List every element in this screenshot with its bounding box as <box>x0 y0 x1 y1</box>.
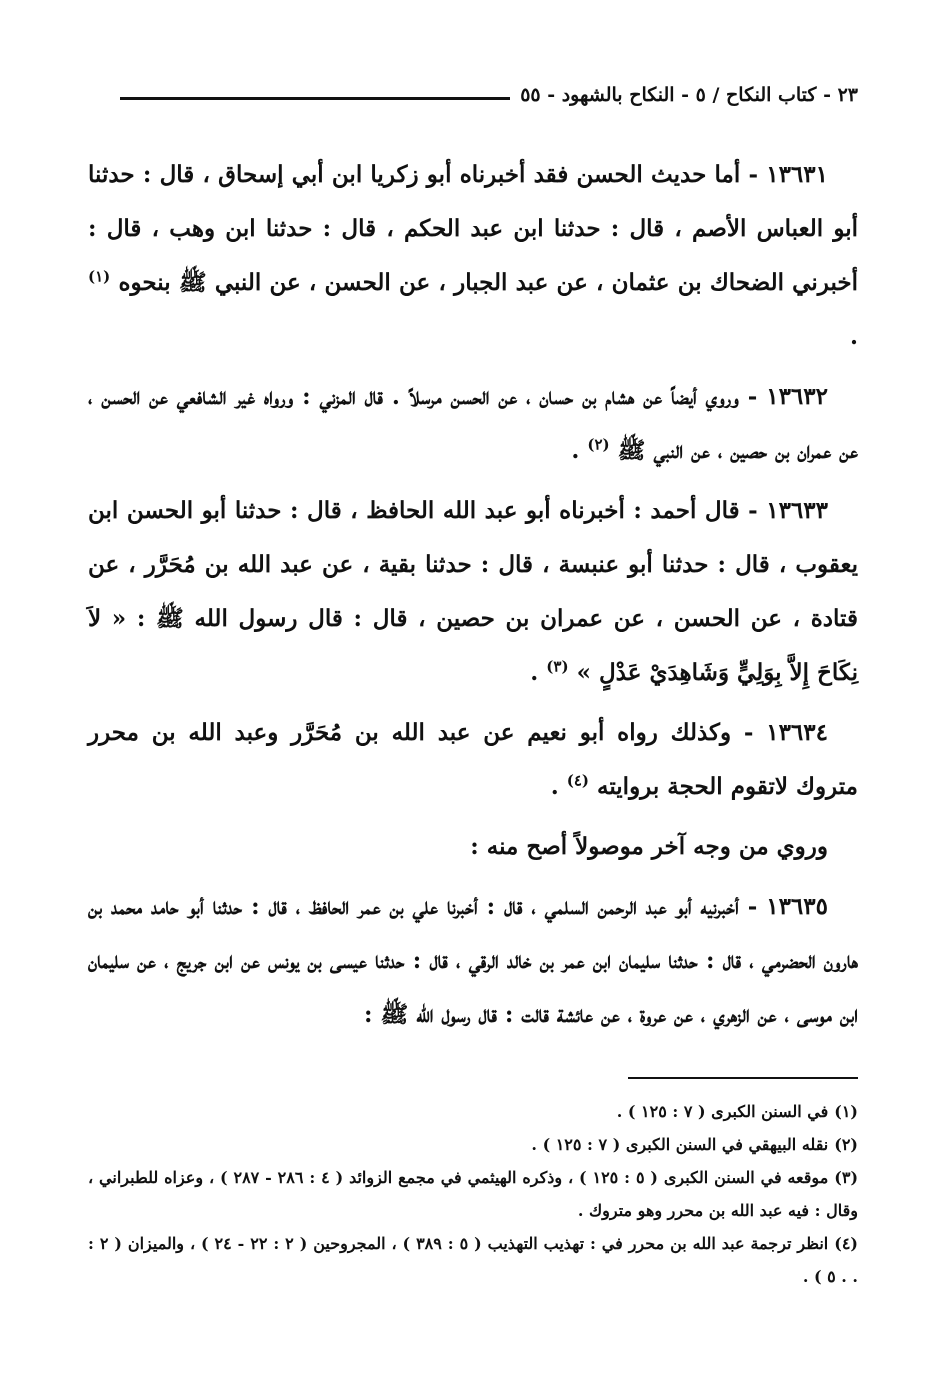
footnote-number: (٣) <box>834 1168 859 1187</box>
footnote-ref: (٢) <box>587 435 610 454</box>
paragraph: ١٣٦٣١ - أما حديث الحسن فقد أخبرناه أبو زكريا ابن أبي إسحاق ، قال : حدثنا أبو العباس الأصم ، قال : حدثنا ابن عبد الحكم ، قال : حدثنا ابن وهب ، قال : أخبرني الضحاك بن عثمان ، عن عبد الجبار ، عن الحسن ، عن النبي ﷺ بنحوه $^{(١)}$ . <box>88 161 858 350</box>
footnote <box>88 1095 858 1128</box>
footnote-number: (٢) <box>834 1135 858 1154</box>
footnote-text: انظر ترجمة عبد الله بن محرر في : تهذيب التهذيب ( ٥ : ٣٨٩ ) ، المجروحين ( ٢ : ٢٢ - ٢٤ ) ، والميزان ( ٢ : . . ٥ ) . <box>88 1234 858 1286</box>
paragraph: ١٣٦٣٣ - قال أحمد : أخبرناه أبو عبد الله الحافظ ، قال : حدثنا أبو الحسن ابن يعقوب ، قال : حدثنا أبو عنبسة ، قال : حدثنا بقية ، عن عبد الله بن مُحَرَّر ، عن قتادة ، عن الحسن ، عن عمران بن حصين ، قال : قال رسول الله ﷺ : « لاَ نِكَاحَ إِلاَّ بِوَلِيٍّ وَشَاهِدَيْ عَدْلٍ » $^{(٣)}$ . <box>88 497 858 686</box>
footnote-ref: (٣) <box>546 657 569 676</box>
paragraph: وروي من وجه آخر موصولاً أصح منه : <box>470 833 828 860</box>
footnote-text: نقله البيهقي في السنن الكبرى ( ٧ : ١٢٥ ) . <box>531 1135 829 1154</box>
footnote-text: في السنن الكبرى ( ٧ : ١٢٥ ) . <box>616 1102 829 1121</box>
footnote <box>88 1227 858 1293</box>
footnote-ref: (٤) <box>566 771 589 790</box>
footnote-number: (١) <box>834 1102 858 1121</box>
footnote <box>88 1161 858 1227</box>
paragraph: ١٣٦٣٤ - وكذلك رواه أبو نعيم عن عبد الله بن مُحَرَّر وعبد الله بن محرر متروك لاتقوم الحجة بروايته $^{(٤)}$ . <box>88 719 858 800</box>
running-header <box>120 84 858 106</box>
footnote-text: موقعه في السنن الكبرى ( ٥ : ١٢٥ ) ، وذكره الهيثمي في مجمع الزوائد ( ٤ : ٢٨٦ - ٢٨٧ ) ، وعزاه للطبراني ، وقال : فيه عبد الله بن محرر وهو متروك . <box>88 1168 858 1220</box>
footnote-separator <box>628 1077 858 1079</box>
header-rule <box>120 97 510 100</box>
footnote-number: (٤) <box>834 1234 858 1253</box>
footnotes <box>88 1095 858 1293</box>
footnote-ref: (١) <box>88 267 111 286</box>
footnote <box>88 1128 858 1161</box>
paragraph: ١٣٦٣٥ - أخبرنيه أبو عبد الرحمن السلمي ، قال : أخبرنا علي بن عمر الحافظ ، قال : حدثنا أبو حامد محمد بن هارون الحضرمي ، قال : حدثنا سليمان ابن عمر بن خالد الرقي ، قال : حدثنا عيسى بن يونس عن ابن جريج ، عن سليمان ابن موسى ، عن الزهري ، عن عروة ، عن عائشة قالت : قال رسول الله ﷺ : <box>88 893 858 1028</box>
paragraph: ١٣٦٣٢ - وروي أيضاً عن هشام بن حسان ، عن الحسن مرسلاً . قال المزني : ورواه غير الشافعي عن الحسن ، عن عمران بن حصين ، عن النبي ﷺ $^{(٢)}$ . <box>88 383 858 464</box>
header-title: ٢٣ - كتاب النكاح / ٥ - النكاح بالشهود - ٥٥ <box>520 84 858 106</box>
main-text <box>88 148 858 1048</box>
